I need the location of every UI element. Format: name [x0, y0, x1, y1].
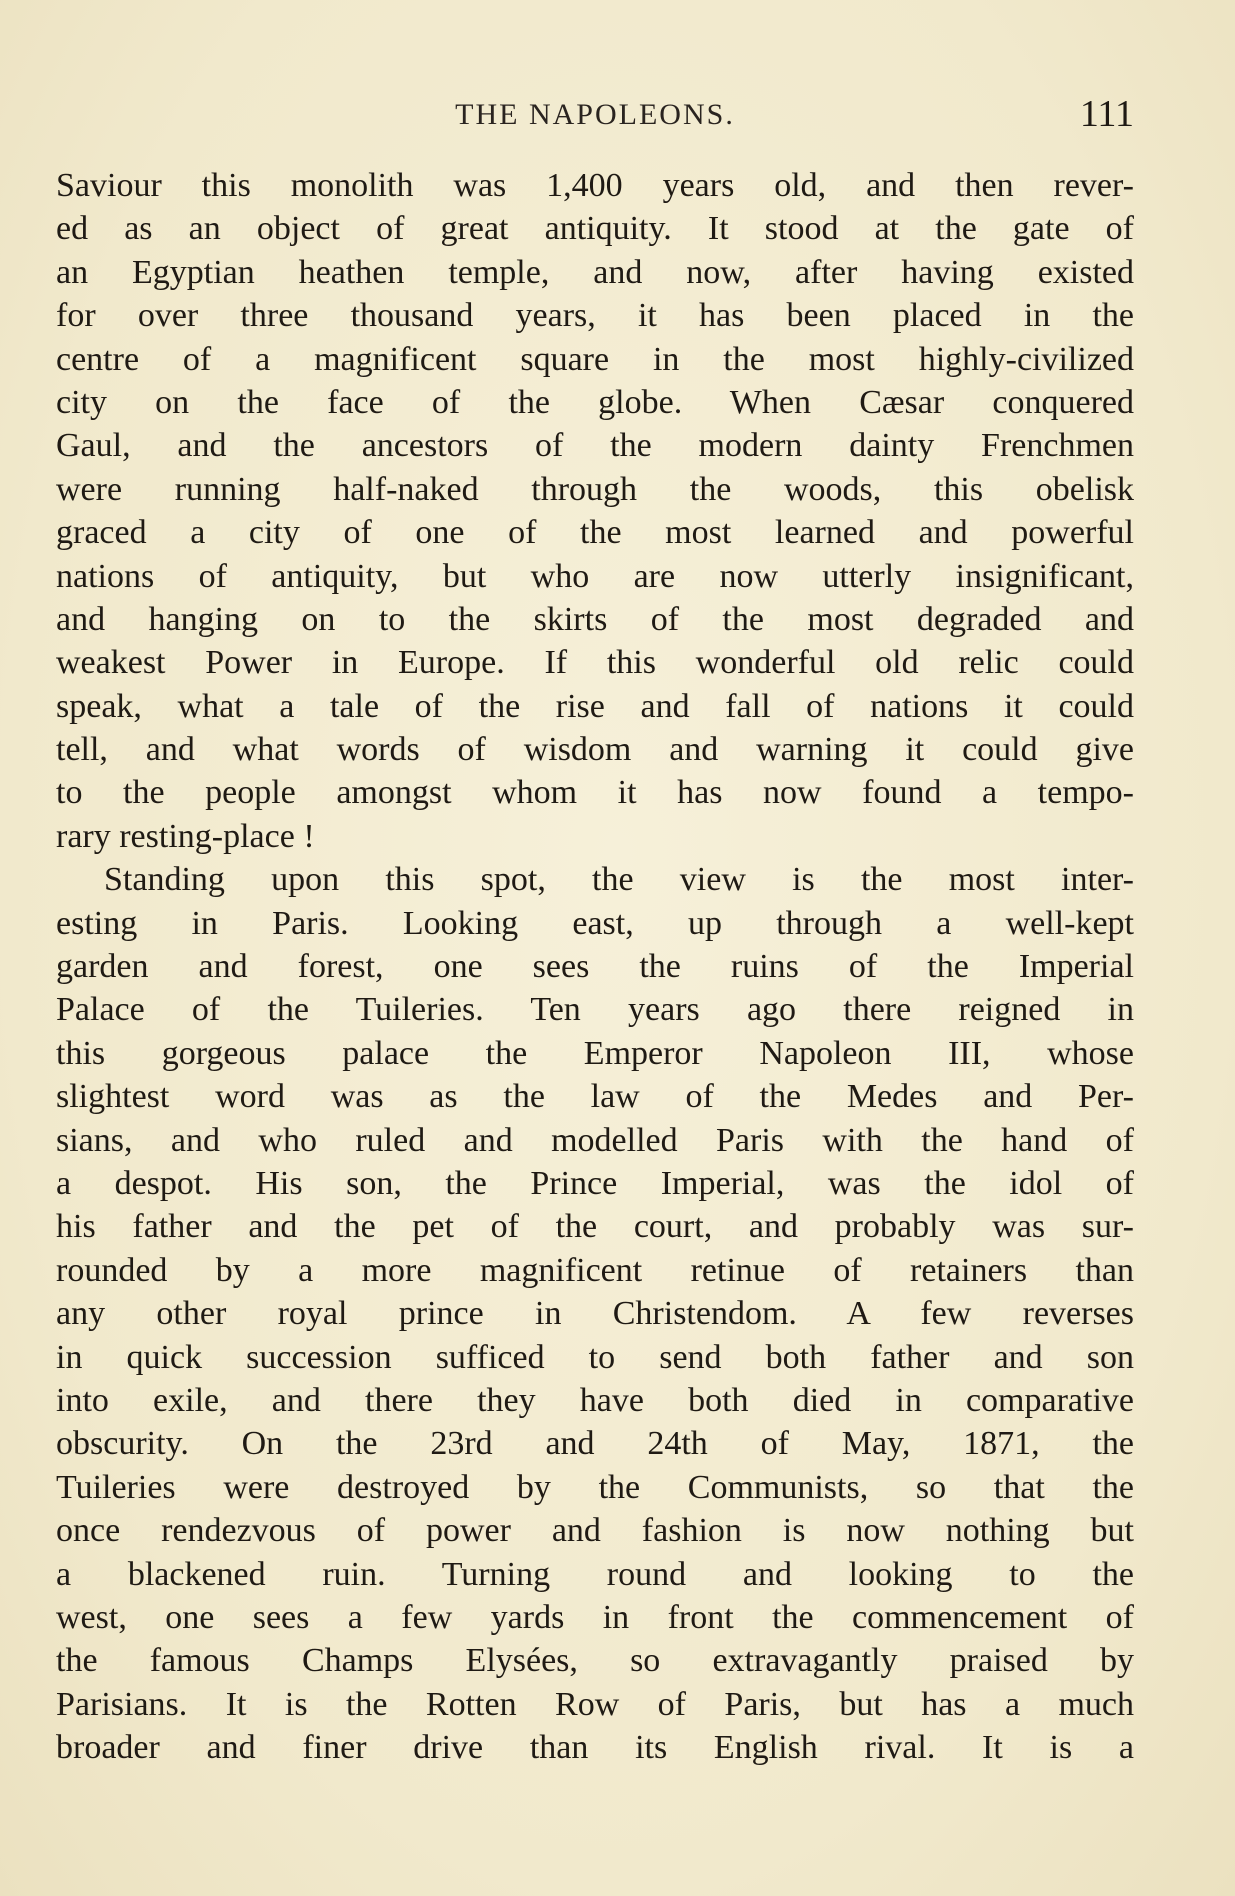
text-line: in quick succession sufficed to send both father and son — [56, 1338, 1134, 1376]
body-text — [56, 164, 1134, 1769]
text-line: slightest word was as the law of the Medes and Per- — [56, 1078, 1134, 1116]
text-line: to the people amongst whom it has now found a tempo- — [56, 774, 1134, 812]
text-line: Parisians. It is the Rotten Row of Paris, but has a much — [56, 1685, 1134, 1723]
running-header — [56, 92, 1134, 142]
text-line: Gaul, and the ancestors of the modern dainty Frenchmen — [56, 427, 1134, 465]
text-line: Standing upon this spot, the view is the most inter- — [104, 861, 1134, 899]
text-line: west, one sees a few yards in front the commencement of — [56, 1598, 1134, 1636]
text-line: esting in Paris. Looking east, up through a well-kept — [56, 904, 1134, 942]
text-line: centre of a magnificent square in the most highly-civilized — [56, 340, 1134, 378]
text-line: Palace of the Tuileries. Ten years ago there reigned in — [56, 991, 1134, 1029]
running-title: THE NAPOLEONS. — [455, 98, 735, 131]
text-line: rary resting-place ! — [56, 817, 315, 855]
text-line: obscurity. On the 23rd and 24th of May, 1871, the — [56, 1425, 1134, 1463]
text-line: into exile, and there they have both died in comparative — [56, 1381, 1134, 1419]
text-line: were running half-naked through the woods, this obelisk — [56, 470, 1134, 508]
text-line: for over three thousand years, it has been placed in the — [56, 297, 1134, 335]
text-line: weakest Power in Europe. If this wonderful old relic could — [56, 644, 1134, 682]
text-line: once rendezvous of power and fashion is now nothing but — [56, 1512, 1134, 1550]
text-line: ed as an object of great antiquity. It stood at the gate of — [56, 210, 1134, 248]
text-line: graced a city of one of the most learned and powerful — [56, 514, 1134, 552]
text-line: Saviour this monolith was 1,400 years old, and then rever- — [56, 167, 1134, 204]
text-line: nations of antiquity, but who are now utterly insignificant, — [56, 557, 1134, 595]
text-line: his father and the pet of the court, and probably was sur- — [56, 1208, 1134, 1246]
text-line: Tuileries were destroyed by the Communists, so that the — [56, 1468, 1134, 1506]
text-line: the famous Champs Elysées, so extravagantly praised by — [56, 1642, 1134, 1680]
text-line: garden and forest, one sees the ruins of the Imperial — [56, 948, 1134, 986]
page-number: 111 — [1079, 93, 1134, 135]
text-line: an Egyptian heathen temple, and now, after having existed — [56, 253, 1134, 291]
text-line: sians, and who ruled and modelled Paris with the hand of — [56, 1121, 1134, 1159]
text-line: city on the face of the globe. When Cæsar conquered — [56, 383, 1134, 421]
text-line: a despot. His son, the Prince Imperial, was the idol of — [56, 1164, 1134, 1202]
text-line: rounded by a more magnificent retinue of retainers than — [56, 1251, 1134, 1289]
text-line: this gorgeous palace the Emperor Napoleon III, whose — [56, 1034, 1134, 1072]
text-line: and hanging on to the skirts of the most degraded and — [56, 600, 1134, 638]
text-line: a blackened ruin. Turning round and looking to the — [56, 1555, 1134, 1593]
text-line: broader and finer drive than its English rival. It is a — [56, 1729, 1134, 1767]
text-line: tell, and what words of wisdom and warning it could give — [56, 731, 1134, 769]
text-line: any other royal prince in Christendom. A few reverses — [56, 1295, 1134, 1333]
text-line: speak, what a tale of the rise and fall of nations it could — [56, 687, 1134, 725]
